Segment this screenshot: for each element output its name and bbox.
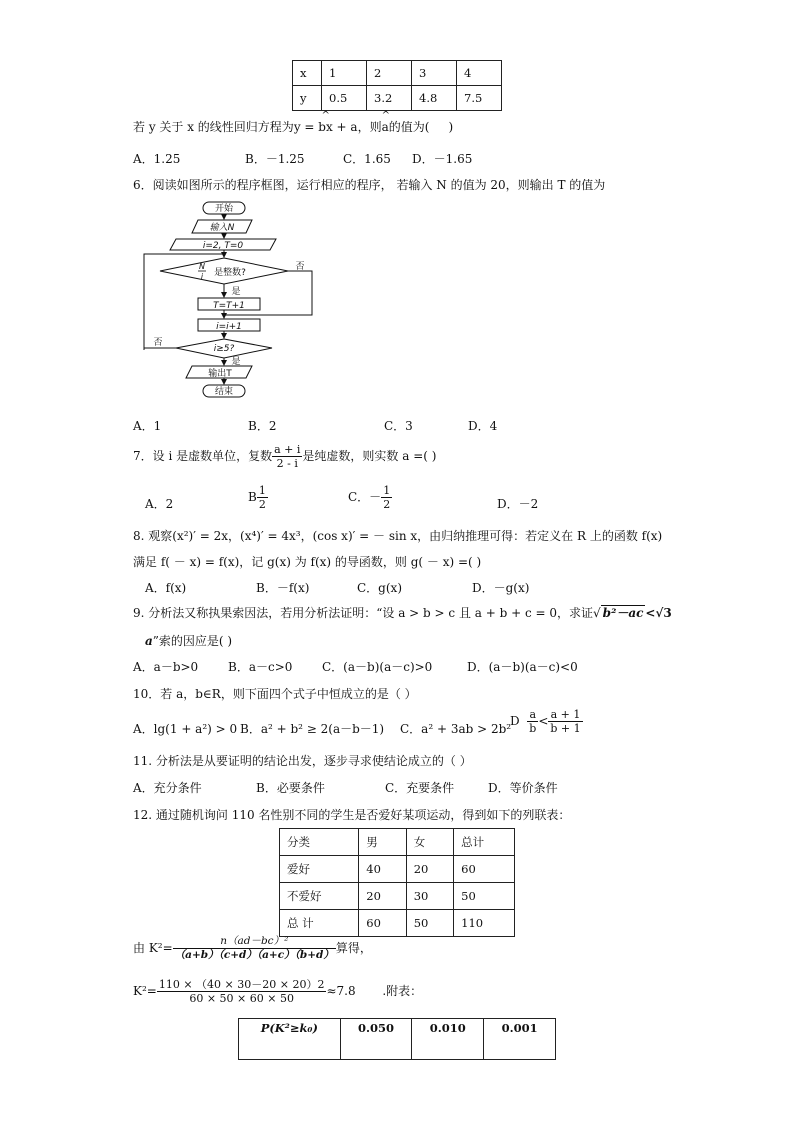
q11-option-b[interactable]: B．必要条件 [256,781,325,795]
regression-equation: ^ y = bx + a [294,120,358,134]
table-cell: P(K²≥k₀) [239,1019,341,1060]
table-row [280,910,515,937]
table-cell: 总 计 [280,910,359,937]
table-cell: 50 [454,883,515,910]
flow-no2-label: 否 [153,338,163,348]
table-cell: 0.5 [322,86,367,111]
table-cell: 总计 [454,829,515,856]
table-cell: 女 [406,829,453,856]
q5-option-c[interactable]: C．1.65 [343,152,391,166]
table-cell: 7.5 [457,86,502,111]
flow-update-t-label: T=T+1 [213,301,245,311]
table-cell: 30 [406,883,453,910]
table-cell: 2 [367,61,412,86]
table-row [293,86,502,111]
q9-option-d[interactable]: D．(a－b)(a－c)<0 [467,660,578,674]
q6-stem: 6．阅读如图所示的程序框图，运行相应的程序， 若输入 N 的值为 20，则输出 T 的值为 [133,178,606,192]
table-cell: 分类 [280,829,359,856]
table-cell: 110 [454,910,515,937]
q7-option-d[interactable]: D．－2 [497,497,539,511]
table-cell: 男 [359,829,406,856]
q11-option-a[interactable]: A．充分条件 [133,781,202,795]
q8-option-b[interactable]: B．－f(x) [256,581,310,595]
flow-no1-label: 否 [295,262,305,272]
q11-option-c[interactable]: C．充要条件 [385,781,455,795]
table-cell: 50 [406,910,453,937]
q10-option-d[interactable]: D $\frac{a}{b}$ < $\frac{a + 1}{b + 1}$ [510,708,581,735]
q5-option-a[interactable]: A．1.25 [133,152,181,166]
q6-option-c[interactable]: C．3 [384,419,413,433]
table-row [239,1019,556,1060]
flow-cond1-frac-num: N [199,262,205,271]
table-row [280,856,515,883]
table-cell: 60 [454,856,515,883]
table-cell: 0.050 [340,1019,412,1060]
table-cell: 0.010 [412,1019,484,1060]
table-cell: 20 [406,856,453,883]
q12-stem: 12. 通过随机询问 110 名性别不同的学生是否爱好某项运动，得到如下的列联表： [133,808,571,822]
table-cell: y [293,86,322,111]
q9-line1: 9. 分析法又称执果索因法，若用分析法证明：“设 a > b > c 且 a + b + c = 0，求证√ b²－ac <√3 [133,606,672,620]
table-row [280,883,515,910]
k2-formula: 由 K²= $\frac{\text{n（ad－bc）²}}{(a+b)(c+d)(a+c)(b+d)}$ 算得， [133,935,372,961]
flow-end-label: 结束 [214,387,234,397]
flow-init-label: i=2, T=0 [202,241,244,251]
table-cell: 60 [359,910,406,937]
flowchart [140,200,320,405]
flow-cond1-frac-den: i [200,272,204,281]
q8-option-d[interactable]: D．－g(x) [472,581,530,595]
table-cell: 1 [322,61,367,86]
q9-option-c[interactable]: C．(a－b)(a－c)>0 [322,660,433,674]
reference-table [238,1018,556,1060]
q8-option-a[interactable]: A．f(x) [145,581,187,595]
table-row [280,829,515,856]
flow-update-i-label: i=i+1 [216,322,242,332]
q6-option-a[interactable]: A．1 [133,419,162,433]
table-cell: 不爱好 [280,883,359,910]
q6-option-b[interactable]: B．2 [248,419,277,433]
flow-cond2-label: i≥5? [213,344,235,354]
q5-option-d[interactable]: D．－1.65 [412,152,473,166]
table-cell: 3.2 [367,86,412,111]
q10-option-b[interactable]: B．a² + b² ≥ 2(a－b－1) [240,722,385,736]
q6-option-d[interactable]: D．4 [468,419,498,433]
q9-line2: a”索的因应是( ) [145,634,233,648]
q11-option-d[interactable]: D．等价条件 [488,781,558,795]
contingency-table [279,828,515,937]
xy-table [292,60,502,111]
q8-line1: 8. 观察(x²)′ = 2x，(x⁴)′ = 4x³，(cos x)′ = － sin x，由归纳推理可得：若定义在 R 上的函数 f(x) [133,529,663,543]
q10-stem: 10．若 a，b∈R，则下面四个式子中恒成立的是（ ） [133,687,417,701]
q9-option-b[interactable]: B．a－c>0 [228,660,293,674]
q5-option-b[interactable]: B．－1.25 [245,152,305,166]
q7-option-b[interactable]: B $\frac{1}{2}$ [248,484,266,511]
flow-output-label: 输出T [208,369,232,379]
flow-cond1-label: 是整数? [214,268,246,278]
table-row [293,61,502,86]
flow-start-label: 开始 [214,204,234,214]
table-cell: 0.001 [484,1019,556,1060]
flow-input-label: 输入N [209,223,235,233]
q11-stem: 11. 分析法是从要证明的结论出发，逐步寻求使结论成立的（ ） [133,754,472,768]
table-cell: 4 [457,61,502,86]
q5-stem: 若 y 关于 x 的线性回归方程为^ y = bx + a，则^ a的值为( ) [133,118,453,135]
q7-stem: 7．设 i 是虚数单位，复数 $\frac{a + i}{2 - i}$ 是纯虚数，则实数 a =( ) [133,443,437,470]
q7-fraction: $\frac{a + i}{2 - i}$ [274,443,301,470]
table-cell: 20 [359,883,406,910]
table-cell: 爱好 [280,856,359,883]
q10-option-c[interactable]: C．a² + 3ab > 2b² [400,722,512,736]
k2-calculation: K²= $\frac{110 \times (40 \times 30-20 \times 20)2}{60 \times 50 \times 60 \times 50}$ ≈7.8 .附表： [133,978,423,1005]
q8-option-c[interactable]: C．g(x) [357,581,402,595]
a-hat: ^ a [382,120,389,134]
q7-option-c[interactable]: C．－ $\frac{1}{2}$ [348,484,391,511]
table-cell: 40 [359,856,406,883]
q9-option-a[interactable]: A．a－b>0 [133,660,199,674]
table-cell: x [293,61,322,86]
table-cell: 3 [412,61,457,86]
q7-option-a[interactable]: A．2 [145,497,174,511]
flow-yes1-label: 是 [231,287,241,297]
q10-option-a[interactable]: A．lg(1 + a²) > 0 [133,722,238,736]
q8-line2: 满足 f( － x) = f(x)，记 g(x) 为 f(x) 的导函数，则 g( － x) =( ) [133,555,482,569]
table-cell: 4.8 [412,86,457,111]
flow-yes2-label: 是 [231,357,241,367]
